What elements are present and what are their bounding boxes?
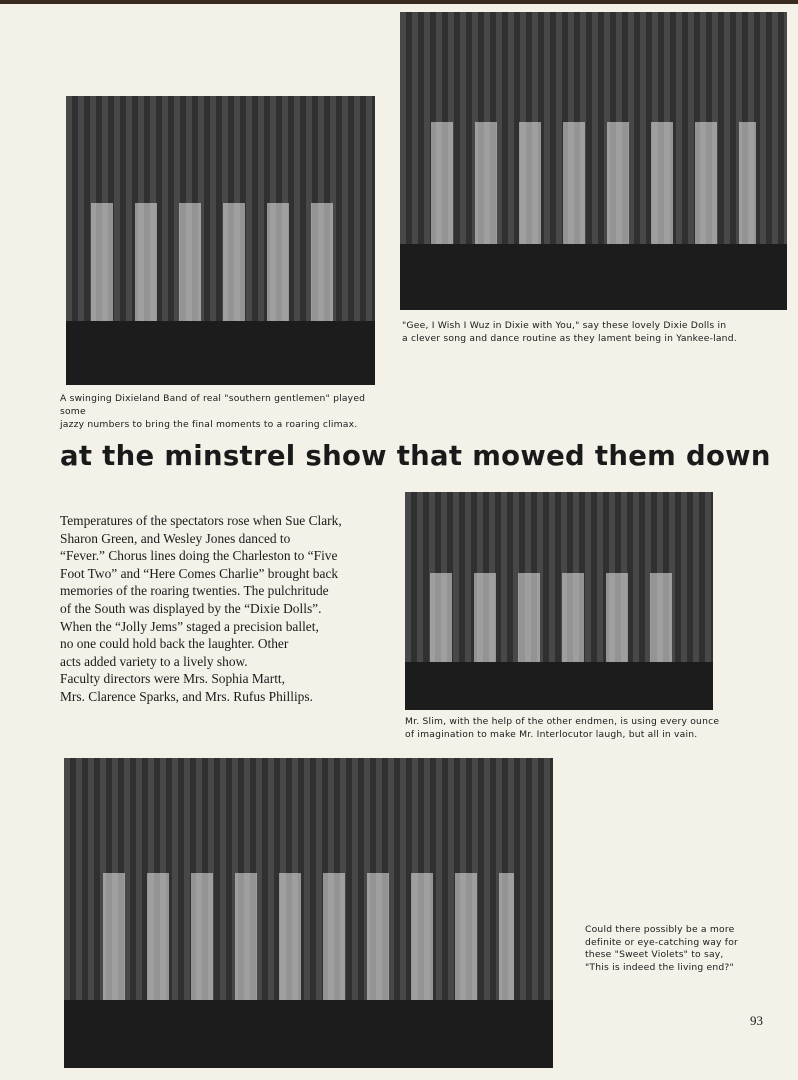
- caption-line: of imagination to make Mr. Interlocutor laugh, but all in vain.: [405, 729, 698, 740]
- caption-line: jazzy numbers to bring the final moments to a roaring climax.: [60, 419, 358, 430]
- caption-dolls: [402, 319, 742, 345]
- body-text: [60, 512, 400, 706]
- body-line: Foot Two” and “Here Comes Charlie” brought back: [60, 565, 339, 581]
- photo-endmen: [405, 492, 713, 710]
- scan-edge: [0, 0, 798, 4]
- photo-dixieland-band: [66, 96, 375, 385]
- body-line: no one could hold back the laughter. Other: [60, 636, 289, 652]
- body-line: Mrs. Clarence Sparks, and Mrs. Rufus Phillips.: [60, 688, 313, 704]
- page-number: 93: [750, 1013, 763, 1028]
- caption-line: "Gee, I Wish I Wuz in Dixie with You," say these lovely Dixie Dolls in: [402, 320, 727, 331]
- caption-endmen: [405, 715, 735, 741]
- body-line: When the “Jolly Jems” staged a precision ballet,: [60, 618, 319, 634]
- caption-line: Mr. Slim, with the help of the other endmen, is using every ounce: [405, 716, 720, 727]
- headline: at the minstrel show that mowed them down: [60, 440, 771, 472]
- caption-line: a clever song and dance routine as they lament being in Yankee-land.: [402, 333, 737, 344]
- body-line: Sharon Green, and Wesley Jones danced to: [60, 530, 291, 546]
- caption-band: [60, 392, 390, 431]
- body-line: of the South was displayed by the “Dixie Dolls”.: [60, 600, 322, 616]
- body-line: “Fever.” Chorus lines doing the Charleston to “Five: [60, 548, 338, 564]
- body-line: acts added variety to a lively show.: [60, 653, 248, 669]
- body-line: memories of the roaring twenties. The pulchritude: [60, 583, 329, 599]
- caption-line: Could there possibly be a more: [585, 924, 735, 935]
- photo-sweet-violets: [64, 758, 553, 1068]
- body-line: Temperatures of the spectators rose when Sue Clark,: [60, 513, 342, 528]
- caption-line: these "Sweet Violets" to say,: [585, 949, 724, 960]
- body-line: Faculty directors were Mrs. Sophia Martt,: [60, 671, 285, 687]
- caption-line: definite or eye-catching way for: [585, 936, 739, 948]
- caption-violets: [585, 924, 765, 974]
- caption-line: A swinging Dixieland Band of real "southern gentlemen" played some: [60, 393, 366, 417]
- caption-line: "This is indeed the living end?": [585, 961, 734, 973]
- photo-dixie-dolls: [400, 12, 787, 310]
